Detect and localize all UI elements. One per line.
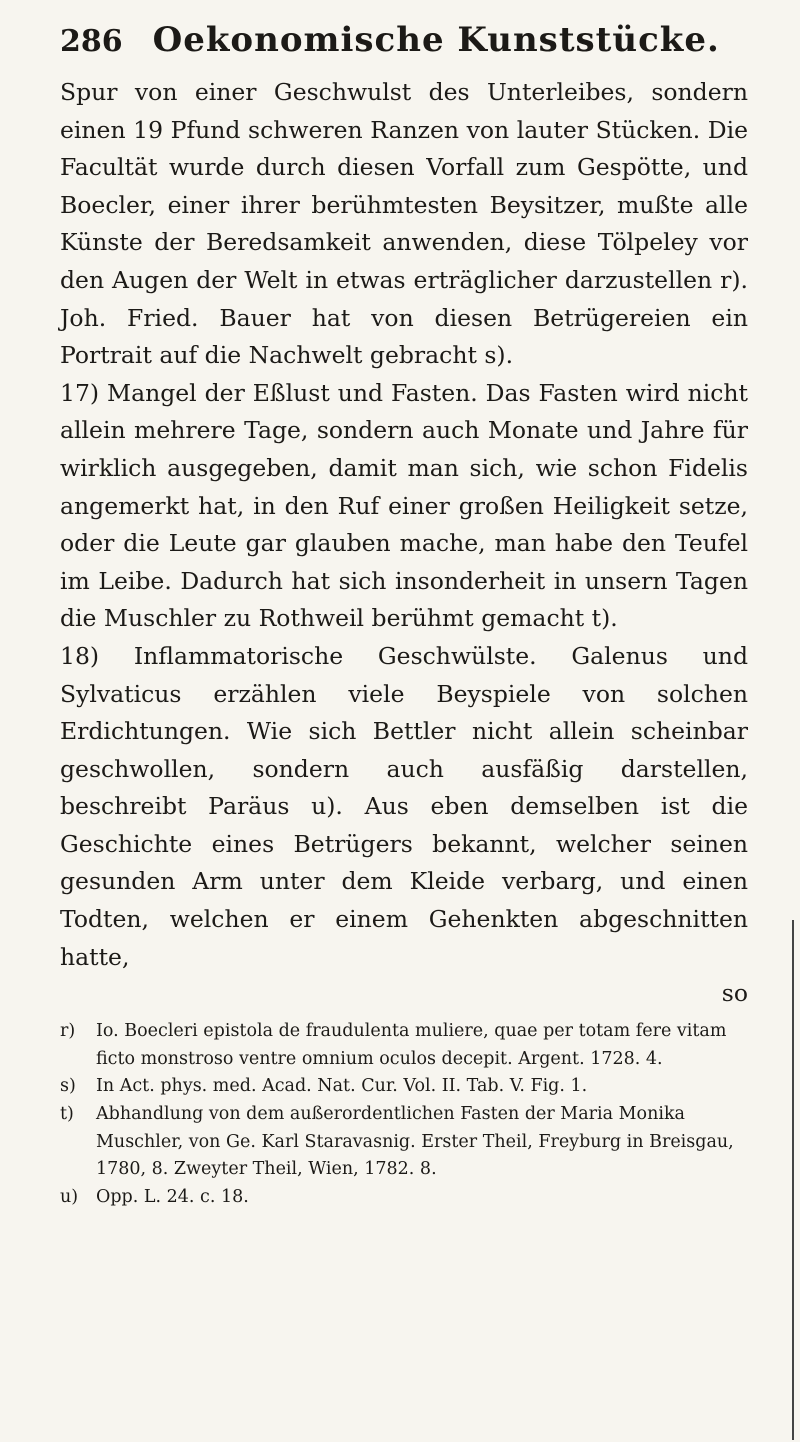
footnotes: [60, 1018, 748, 1211]
footnote: [60, 1018, 748, 1073]
footnote: [60, 1184, 748, 1212]
footnote-mark: t): [60, 1104, 74, 1125]
footnote-mark: r): [60, 1021, 76, 1042]
footnote-text: Io. Boecleri epistola de fraudulenta muliere, quae per totam fere vitam ficto monstroso ventre omnium oculos decepit. Argent. 1728. 4.: [96, 1021, 727, 1069]
footnote-mark: u): [60, 1186, 79, 1207]
footnote: [60, 1073, 748, 1101]
paragraph: Spur von einer Geschwulst des Unterleibes, sondern einen 19 Pfund schweren Ranzen von lauter Stücken. Die Facultät wurde durch diesen Vorfall zum Gespötte, und Boecler, einer ihrer berühmtesten Beysitzer, mußte alle Künste der Beredsamkeit anwenden, diese Tölpeley vor den Augen der Welt in etwas erträglicher darzustellen r). Joh. Fried. Bauer hat von diesen Betrügereien ein Portrait auf die Nachwelt gebracht s).: [60, 78, 748, 370]
page-header: [60, 20, 748, 68]
footnote-mark: s): [60, 1076, 76, 1097]
main-text: [60, 74, 748, 1010]
paragraph: 18) Inflammatorische Geschwülste. Galenus und Sylvaticus erzählen viele Beyspiele von solchen Erdichtungen. Wie sich Bettler nicht allein scheinbar geschwollen, sondern auch ausfäßig darstellen, beschreibt Paräus u). Aus eben demselben ist die Geschichte eines Betrügers bekannt, welcher seinen gesunden Arm unter dem Kleide verbarg, und einen Todten, welchen er einem Gehenkten abgeschnitten hatte,: [60, 641, 748, 971]
footnote-text: Opp. L. 24. c. 18.: [96, 1186, 249, 1207]
page-edge-line: [792, 920, 794, 1440]
footnote-text: Abhandlung von dem außerordentlichen Fasten der Maria Monika Muschler, von Ge. Karl Staravasnig. Erster Theil, Freyburg in Breisgau, 1780, 8. Zweyter Theil, Wien, 1782. 8.: [96, 1104, 734, 1180]
running-title: Oekonomische Kunststücke.: [152, 20, 720, 60]
footnote-text: In Act. phys. med. Acad. Nat. Cur. Vol. II. Tab. V. Fig. 1.: [96, 1076, 588, 1097]
paragraph: 17) Mangel der Eßlust und Fasten. Das Fasten wird nicht allein mehrere Tage, sondern auch Monate und Jahre für wirklich ausgegeben, damit man sich, wie schon Fidelis angemerkt hat, in den Ruf einer großen Heiligkeit setze, oder die Leute gar glauben mache, man habe den Teufel im Leibe. Dadurch hat sich insonderheit in unsern Tagen die Muschler zu Rothweil berühmt gemacht t).: [60, 378, 748, 633]
page-number: 286: [60, 24, 123, 59]
footnote: [60, 1101, 748, 1184]
catchword: so: [721, 979, 748, 1008]
